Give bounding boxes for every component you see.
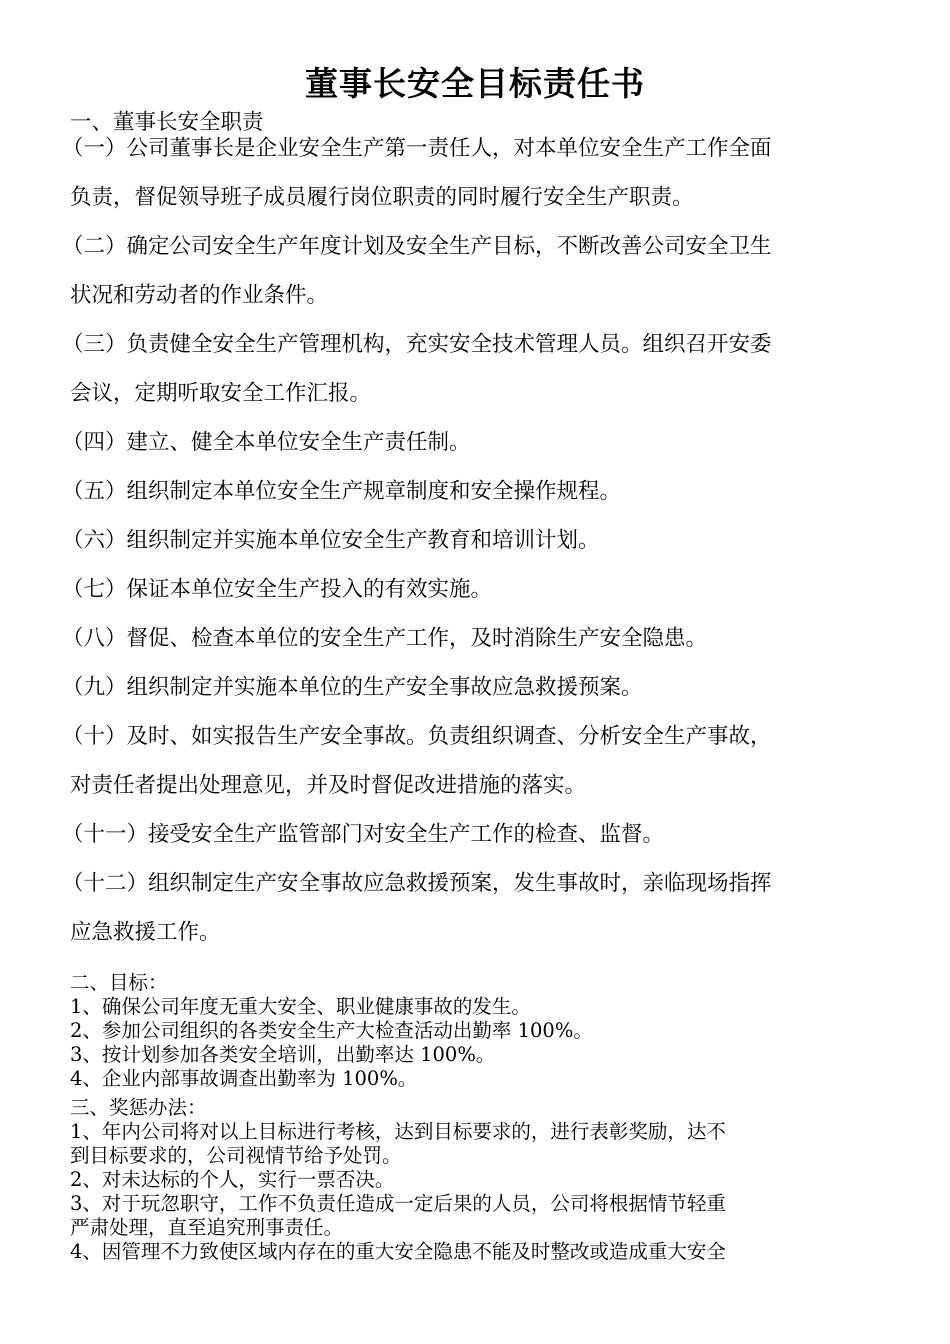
section2-item-2: 2、参加公司组织的各类安全生产大检查活动出勤率 100%。: [70, 1019, 593, 1042]
section3-line-1: 1、年内公司将对以上目标进行考核，达到目标要求的，进行表彰奖励，达不: [70, 1120, 726, 1143]
section1-item-1-line-2: 负责，督促领导班子成员履行岗位职责的同时履行安全生产职责。: [70, 185, 694, 210]
section3-line-5: 严肃处理，直至追究刑事责任。: [70, 1216, 344, 1239]
section3-line-2: 到目标要求的，公司视情节给予处罚。: [70, 1144, 402, 1167]
document-title: 董事长安全目标责任书: [305, 64, 645, 103]
section1-item-10-line-1: （十）及时、如实报告生产安全事故。负责组织调查、分析安全生产事故，: [62, 724, 772, 749]
section1-item-9: （九）组织制定并实施本单位的生产安全事故应急救援预案。: [62, 675, 643, 700]
section1-item-3-line-2: 会议，定期听取安全工作汇报。: [70, 381, 372, 406]
section1-item-10-line-2: 对责任者提出处理意见，并及时督促改进措施的落实。: [70, 773, 587, 798]
section1-item-11: （十一）接受安全生产监管部门对安全生产工作的检查、监督。: [62, 822, 665, 847]
section1-item-5: （五）组织制定本单位安全生产规章制度和安全操作规程。: [62, 479, 622, 504]
section2-item-3: 3、按计划参加各类安全培训，出勤率达 100%。: [70, 1043, 496, 1066]
section1-item-1-line-1: （一）公司董事长是企业安全生产第一责任人，对本单位安全生产工作全面: [62, 136, 772, 161]
section1-item-2-line-2: 状况和劳动者的作业条件。: [70, 283, 329, 308]
section3-line-6: 4、因管理不力致使区域内存在的重大安全隐患不能及时整改或造成重大安全: [70, 1240, 726, 1263]
section1-item-12-line-1: （十二）组织制定生产安全事故应急救援预案，发生事故时，亲临现场指挥: [62, 871, 772, 896]
section1-item-2-line-1: （二）确定公司安全生产年度计划及安全生产目标，不断改善公司安全卫生: [62, 234, 772, 259]
section1-item-3-line-1: （三）负责健全安全生产管理机构，充实安全技术管理人员。组织召开安委: [62, 332, 772, 357]
section3-line-4: 3、对于玩忽职守，工作不负责任造成一定后果的人员，公司将根据情节轻重: [70, 1192, 726, 1215]
section1-item-6: （六）组织制定并实施本单位安全生产教育和培训计划。: [62, 528, 600, 553]
section1-item-7: （七）保证本单位安全生产投入的有效实施。: [62, 577, 493, 602]
section1-item-8: （八）督促、检查本单位的安全生产工作，及时消除生产安全隐患。: [62, 626, 708, 651]
section3-line-3: 2、对未达标的个人，实行一票否决。: [70, 1168, 395, 1191]
section1-heading: 一、董事长安全职责: [70, 110, 264, 135]
section3-heading: 三、奖惩办法：: [70, 1096, 207, 1119]
section1-item-12-line-2: 应急救援工作。: [70, 920, 221, 945]
section2-item-4: 4、企业内部事故调查出勤率为 100%。: [70, 1067, 418, 1090]
section1-item-4: （四）建立、健全本单位安全生产责任制。: [62, 430, 471, 455]
section2-item-1: 1、确保公司年度无重大安全、职业健康事故的发生。: [70, 995, 531, 1018]
section2-heading: 二、目标：: [70, 971, 168, 994]
